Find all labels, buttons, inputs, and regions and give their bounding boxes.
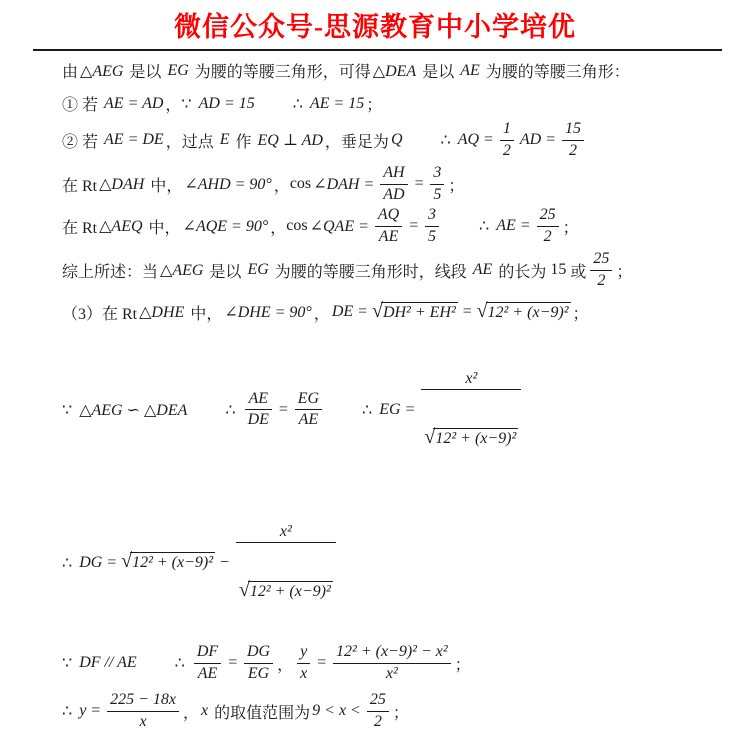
fraction-denominator: AD (383, 185, 405, 203)
text-run: ； (454, 656, 471, 674)
math-run: Q (390, 131, 403, 148)
fraction-denominator: 2 (543, 227, 552, 245)
page-title: 微信公众号-思源教育中小学培优 (174, 12, 576, 42)
fraction (107, 691, 179, 731)
text-run: ② 若 (62, 133, 103, 151)
math-run: ∠AQE = 90° (182, 218, 269, 235)
text-run: 是以 (418, 64, 459, 81)
fraction-denominator: AE (298, 411, 319, 429)
radicand: DH² + EH² (382, 303, 456, 321)
fraction (194, 643, 221, 683)
text-run: 为腰的等腰三角形，可得 (190, 64, 371, 81)
fraction-denominator (421, 427, 521, 449)
fraction-denominator (236, 580, 336, 602)
therefore-symbol: ∴ (440, 132, 451, 149)
fraction-numerator: 25 (590, 250, 612, 270)
radicand: 12² + (x−9)² (132, 554, 214, 572)
fraction (500, 120, 514, 160)
math-run: E (219, 131, 230, 148)
fraction-numerator: AE (245, 390, 272, 410)
radicand: 12² + (x−9)² (435, 429, 517, 447)
fraction-numerator: 12² + (x−9)² − x² (333, 643, 451, 663)
fraction (430, 164, 444, 204)
math-run: = (227, 654, 238, 672)
fraction (425, 206, 439, 246)
fraction (421, 333, 521, 486)
solution-line-10 (62, 639, 720, 687)
because-symbol: ∵ (62, 655, 73, 673)
fraction (333, 643, 451, 683)
math-run: DG = (79, 553, 118, 571)
text-run: ， (273, 177, 290, 195)
radicand: 12² + (x−9)² (249, 583, 331, 601)
text-run: ； (448, 177, 465, 195)
math-run: AE (460, 61, 480, 79)
fraction (562, 120, 584, 160)
fraction (537, 206, 559, 246)
fraction-denominator: x (300, 664, 308, 682)
radical (476, 299, 571, 323)
math-run: AD = (519, 131, 556, 148)
math-run: △AEG (80, 62, 124, 80)
fraction (295, 390, 322, 430)
text-run: （3）在 Rt (62, 305, 138, 323)
math-run: EG = (379, 400, 416, 418)
text-run: ，过点 (165, 133, 218, 151)
math-run: 9 < x < (312, 702, 361, 720)
math-run: △AEQ (99, 218, 143, 235)
math-run: AE = 15 (309, 94, 365, 112)
math-run: AE = (496, 217, 531, 234)
solution-line-3 (62, 117, 720, 163)
radical (239, 581, 333, 602)
fraction (236, 486, 336, 639)
because-symbol: ∵ (181, 95, 192, 113)
fraction-numerator: x² (236, 523, 336, 543)
text-run: 的长为 (494, 263, 551, 281)
math-run: AQ = (457, 131, 494, 148)
text-run: ① 若 (62, 97, 103, 114)
math-run: = (413, 175, 425, 192)
fraction-denominator: AE (378, 227, 399, 245)
radicand: 12² + (x−9)² (487, 303, 569, 321)
solution-line-4 (62, 163, 720, 205)
text-run: ， (165, 97, 182, 114)
fraction-denominator: 2 (373, 712, 382, 730)
text-run: 为腰的等腰三角形： (481, 64, 630, 81)
math-run: = (316, 654, 328, 672)
fraction-numerator: 3 (430, 164, 444, 184)
fraction-numerator: 1 (500, 120, 514, 140)
because-symbol: ∵ (62, 401, 73, 419)
math-run: △DAH (99, 176, 145, 193)
text-run: 综上所述：当 (62, 263, 159, 281)
math-run: EG (167, 61, 189, 79)
radical-sign: √ (424, 425, 436, 448)
math-run: ∠DAH = (313, 176, 375, 193)
math-run: DE = (331, 303, 368, 320)
text-run: 的取值范围为 (210, 704, 311, 722)
text-run: ； (392, 704, 409, 722)
math-run: − (219, 553, 230, 571)
therefore-symbol: ∴ (225, 401, 236, 419)
solution-line-2 (62, 92, 720, 115)
math-run: AE (472, 261, 493, 278)
math-run: ∠DHE = 90° (224, 304, 312, 321)
math-run: △AEG (160, 262, 204, 279)
text-run: ， (277, 656, 294, 674)
math-run: AD = 15 (198, 94, 255, 112)
fraction-numerator: DF (194, 643, 221, 663)
fraction (245, 390, 272, 430)
math-run: AE = AD (104, 94, 164, 112)
fraction-denominator: 2 (502, 141, 511, 159)
text-run: 中， (144, 219, 181, 237)
math-run: EG (247, 261, 269, 278)
fraction-numerator: AQ (375, 206, 402, 226)
math-run: = (408, 217, 420, 234)
fraction-numerator: AH (380, 164, 407, 184)
text-run: 在 Rt (62, 219, 98, 237)
radical (371, 299, 458, 323)
cos-operator: cos (286, 217, 308, 234)
solution-content (0, 51, 750, 735)
fraction-denominator: 2 (568, 141, 577, 159)
text-run: 中， (186, 305, 223, 323)
text-run: ， (183, 704, 200, 722)
fraction (367, 691, 389, 731)
fraction-numerator: DG (244, 643, 273, 663)
fraction-numerator: 15 (562, 120, 584, 140)
text-run: ， (270, 219, 287, 237)
fraction (375, 206, 402, 246)
fraction-denominator: DE (247, 411, 269, 429)
radical (121, 552, 215, 573)
radical (424, 425, 518, 449)
text-run: 在 Rt (62, 177, 98, 195)
text-run: 中， (146, 177, 183, 195)
text-run: ； (366, 97, 383, 114)
therefore-symbol: ∴ (62, 554, 73, 572)
math-run: DF // AE (79, 654, 137, 672)
fraction (244, 643, 273, 683)
text-run: ，垂足为 (324, 133, 389, 151)
fraction-numerator: x² (421, 370, 521, 390)
text-run: 是以 (125, 64, 166, 81)
therefore-symbol: ∴ (174, 655, 185, 673)
math-run: y = (79, 702, 102, 720)
math-run: △AEG ∽ △DEA (79, 401, 188, 419)
math-run: = (461, 303, 473, 320)
radical-sign: √ (238, 579, 250, 602)
fraction (590, 250, 612, 290)
fraction (380, 164, 407, 204)
text-run: ， (313, 305, 330, 323)
solution-line-7 (62, 293, 720, 331)
solution-line-6 (62, 247, 720, 293)
fraction-denominator: 5 (428, 227, 437, 245)
radical-sign: √ (371, 299, 383, 322)
math-run: x (201, 702, 209, 720)
fraction-denominator: x (139, 712, 147, 730)
fraction (297, 643, 310, 683)
fraction-numerator: 25 (537, 206, 559, 226)
math-run: △DHE (139, 304, 185, 321)
math-run: EQ ⊥ AD (257, 132, 323, 149)
fraction-denominator: 2 (597, 271, 606, 289)
solution-line-1 (62, 59, 720, 82)
text-run: ； (562, 219, 579, 237)
therefore-symbol: ∴ (362, 401, 373, 419)
fraction-numerator: 225 − 18x (107, 691, 179, 711)
radical-sign: √ (121, 550, 133, 573)
text-run: ； (572, 305, 589, 323)
fraction-numerator: y (297, 643, 310, 663)
solution-line-9 (62, 486, 720, 639)
text-run: 作 (231, 133, 256, 151)
text-run: 为腰的等腰三角形时，线段 (270, 263, 471, 281)
cos-operator: cos (289, 175, 312, 192)
fraction-denominator: AE (197, 664, 218, 682)
fraction-numerator: EG (295, 390, 322, 410)
math-run: ∠QAE = (309, 218, 369, 235)
solution-line-5 (62, 205, 720, 247)
fraction-denominator: EG (247, 664, 270, 682)
solution-line-11 (62, 687, 720, 735)
therefore-symbol: ∴ (479, 218, 490, 235)
fraction-denominator: x² (385, 664, 398, 682)
math-run: ∠AHD = 90° (184, 176, 272, 193)
number-run: 15 (550, 261, 567, 278)
text-run: ； (616, 263, 633, 281)
fraction-numerator: 25 (367, 691, 389, 711)
fraction-numerator: 3 (425, 206, 439, 226)
radical-sign: √ (476, 299, 488, 322)
text-run: 或 (566, 263, 587, 281)
solution-line-8 (62, 333, 720, 486)
math-run: = (277, 400, 289, 418)
math-run: △DEA (372, 62, 417, 80)
therefore-symbol: ∴ (62, 703, 73, 721)
math-run: AE = DE (104, 131, 164, 148)
text-run: 由 (62, 64, 79, 81)
therefore-symbol: ∴ (292, 95, 303, 113)
text-run: 是以 (205, 263, 246, 281)
fraction-denominator: 5 (433, 185, 442, 203)
